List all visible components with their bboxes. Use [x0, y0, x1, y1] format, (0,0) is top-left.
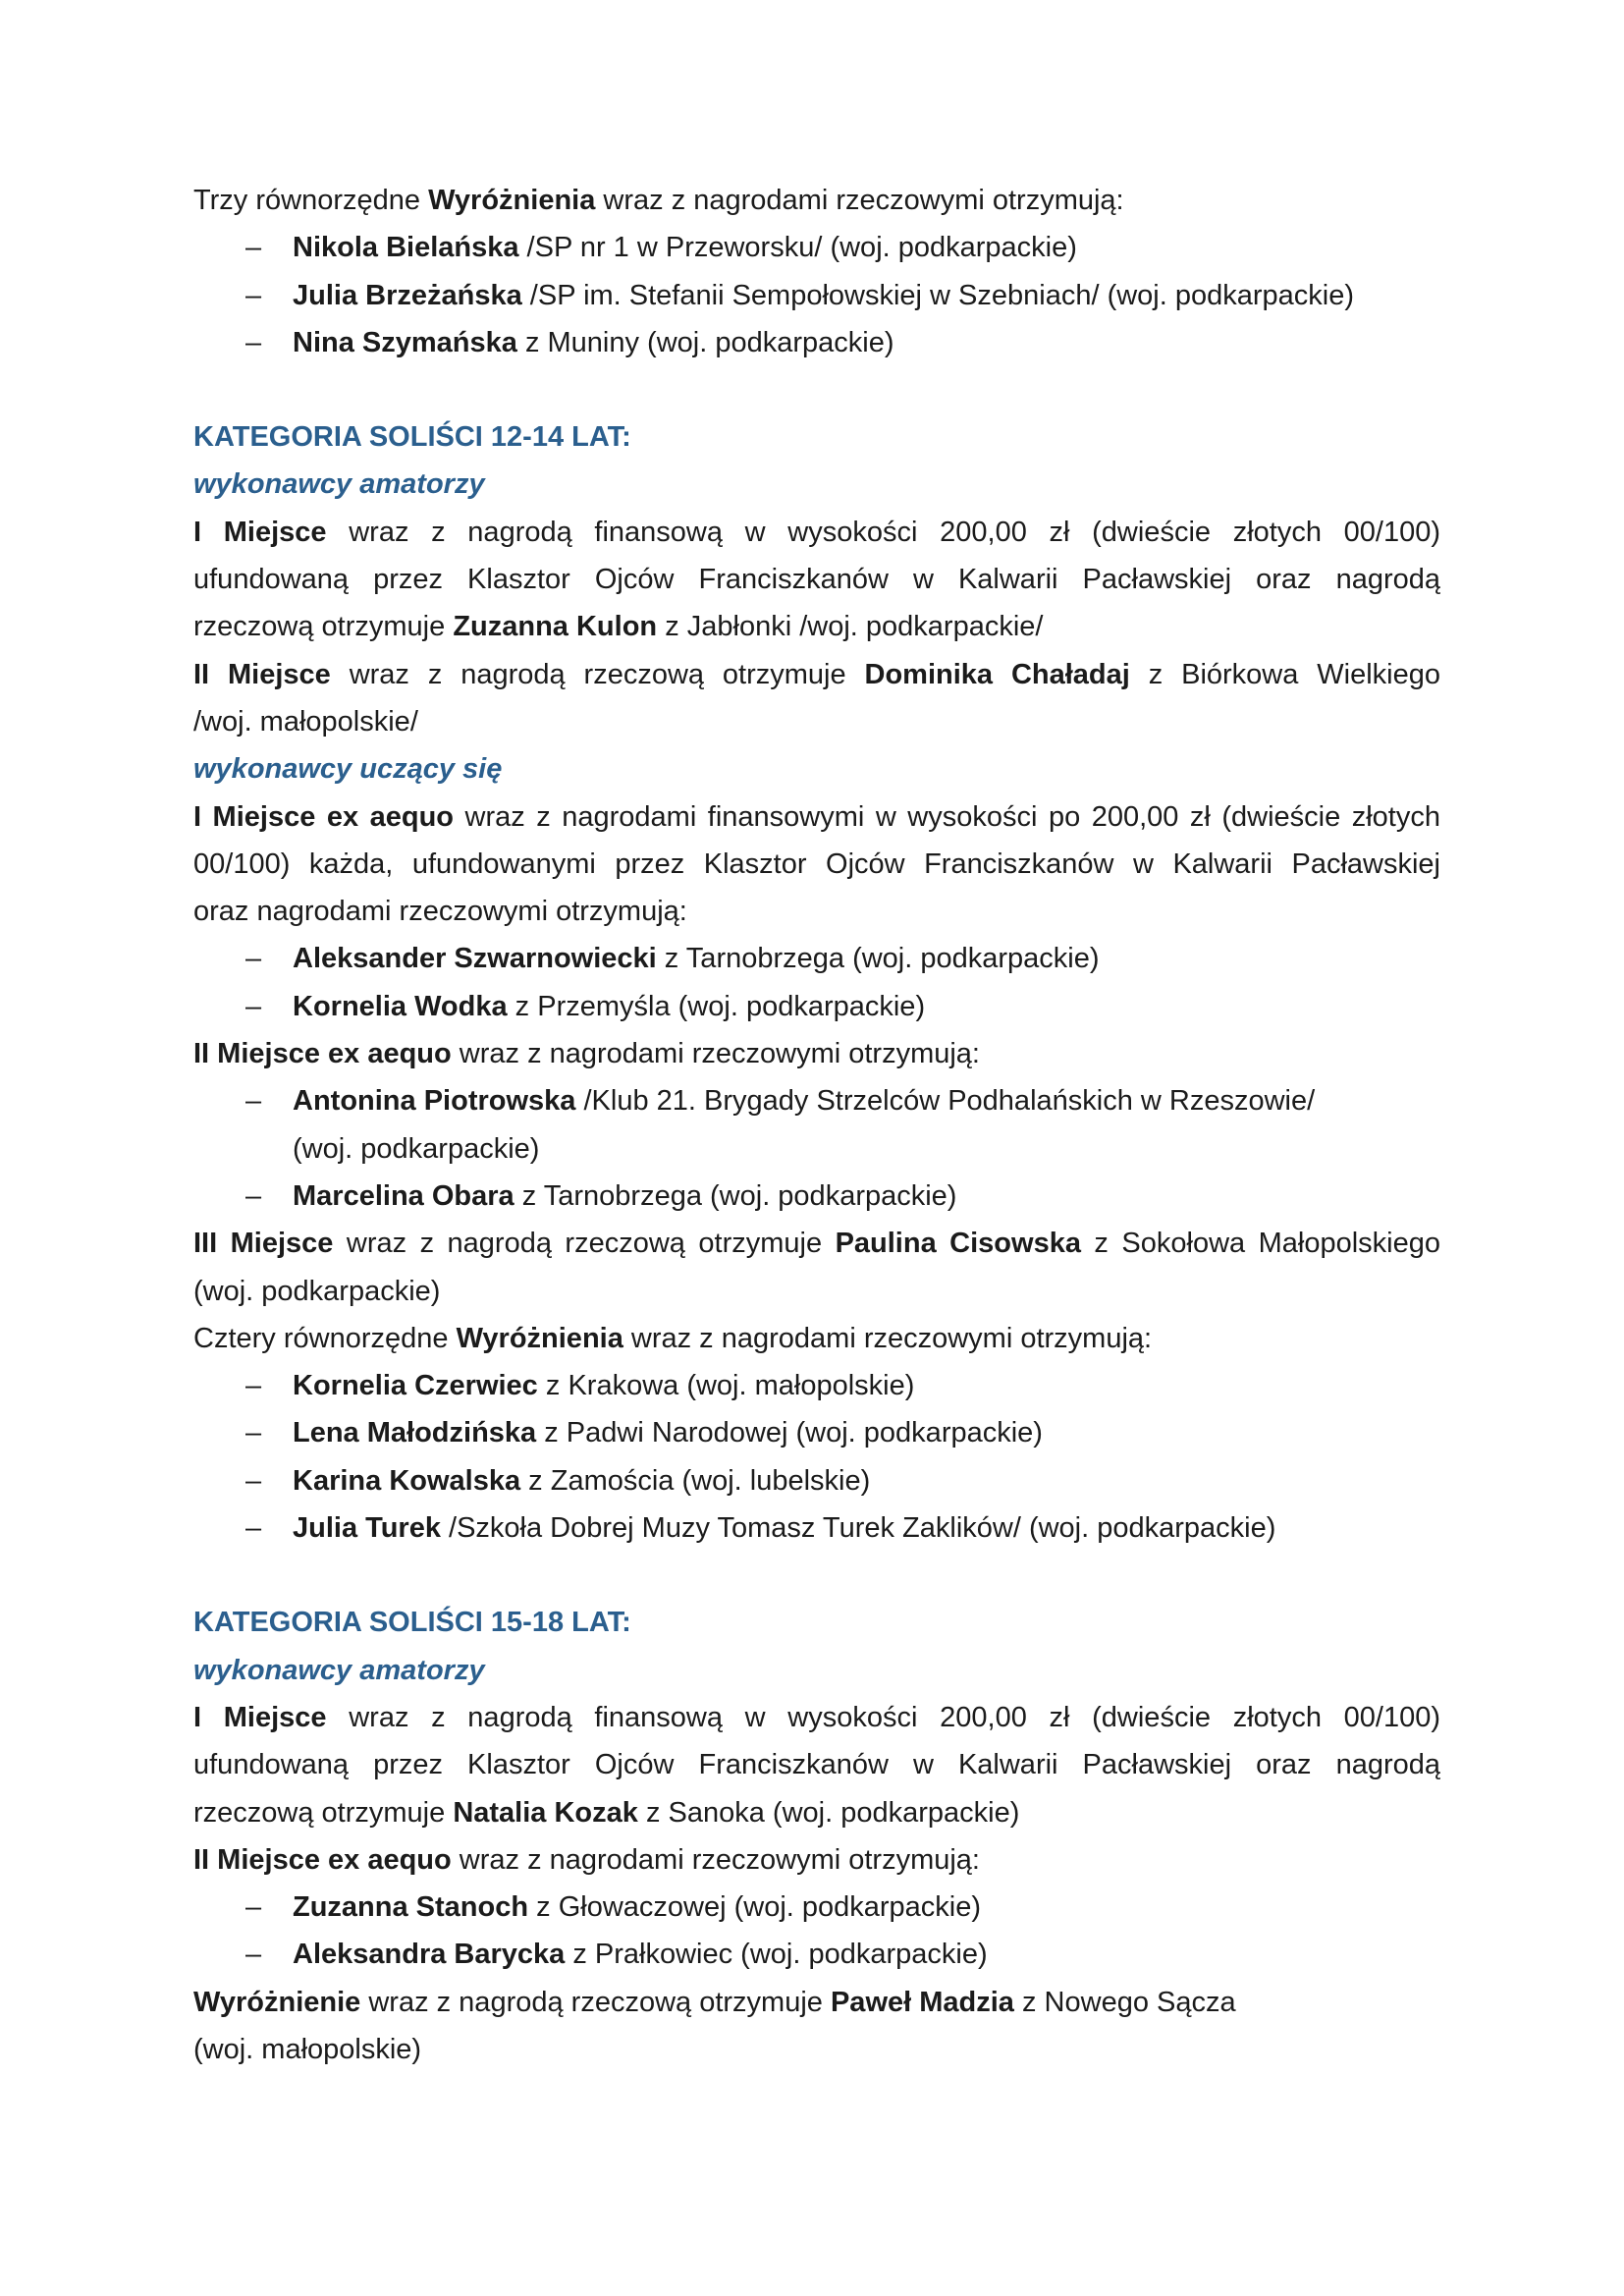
subcategory-heading: wykonawcy amatorzy — [193, 1654, 485, 1686]
place-label: Wyróżnienie — [193, 1986, 361, 2018]
text: z Sokołowa Małopolskiego — [1080, 1228, 1440, 1260]
awardee-details: z Zamościa (woj. lubelskie) — [520, 1464, 871, 1497]
list-item — [193, 224, 1440, 271]
text: wraz z nagrodami rzeczowymi otrzymują: — [451, 1038, 980, 1070]
list-item — [193, 935, 1440, 982]
paragraph-line — [193, 1979, 1440, 2026]
place-label: I Miejsce — [193, 1701, 327, 1733]
paragraph-line: ufundowaną przez Klasztor Ojców Franciszkanów w Kalwarii Pacławskiej oraz nagrodą — [193, 564, 1440, 596]
dash-bullet: – — [245, 1370, 262, 1402]
text: rzeczową otrzymuje — [193, 1796, 454, 1829]
paragraph-line: (woj. podkarpackie) — [193, 1275, 441, 1307]
awardee-name: Dominika Chaładaj — [864, 658, 1130, 690]
paragraph-line — [193, 1789, 1440, 1836]
awardee-name: Paulina Cisowska — [835, 1228, 1081, 1260]
list-item — [193, 1362, 1440, 1409]
place-label: II Miejsce ex aequo — [193, 1843, 452, 1876]
paragraph-line — [193, 1694, 1440, 1741]
dash-bullet: – — [245, 326, 262, 358]
awardee-details: z Głowaczowej (woj. podkarpackie) — [528, 1891, 982, 1924]
dash-bullet: – — [245, 279, 262, 311]
place-label: III Miejsce — [193, 1228, 334, 1260]
list-item — [193, 1077, 1440, 1124]
awardee-details: z Muniny (woj. podkarpackie) — [516, 326, 894, 358]
paragraph-line: /woj. małopolskie/ — [193, 705, 418, 738]
awardee-list — [193, 1884, 1440, 1979]
awardee-name: Aleksander Szwarnowiecki — [293, 943, 657, 975]
awardee-list — [193, 1362, 1440, 1552]
text: wraz z nagrodą finansową w wysokości 200,00 zł (dwieście złotych 00/100) — [326, 516, 1440, 548]
awardee-details: z Tarnobrzega (woj. podkarpackie) — [656, 943, 1100, 975]
awardee-name: Julia Brzeżańska — [293, 279, 522, 311]
subcategory-heading: wykonawcy uczący się — [193, 753, 503, 786]
awardee-details: z Przemyśla (woj. podkarpackie) — [507, 990, 926, 1022]
text: wraz z nagrodą finansową w wysokości 200,00 zł (dwieście złotych 00/100) — [326, 1701, 1440, 1733]
awardee-details: z Tarnobrzega (woj. podkarpackie) — [514, 1179, 957, 1212]
awardee-name: Zuzanna Stanoch — [293, 1891, 529, 1924]
awardee-details: z Krakowa (woj. małopolskie) — [537, 1370, 915, 1402]
list-item — [193, 1884, 1440, 1931]
paragraph-line — [193, 651, 1440, 698]
awardee-name: Natalia Kozak — [453, 1796, 638, 1829]
list-item — [193, 983, 1440, 1030]
intro-line — [193, 177, 1440, 224]
paragraph-line — [193, 1030, 1440, 1077]
awardee-name: Kornelia Czerwiec — [293, 1370, 538, 1402]
bold-text: Wyróżnienia — [456, 1322, 623, 1354]
dash-bullet: – — [245, 1085, 262, 1118]
awardee-details: (woj. podkarpackie) — [293, 1132, 540, 1165]
awardee-list — [193, 935, 1440, 1030]
dash-bullet: – — [245, 1179, 262, 1212]
place-label: II Miejsce ex aequo — [193, 1038, 452, 1070]
list-item — [193, 1931, 1440, 1978]
dash-bullet: – — [245, 943, 262, 975]
awardee-details: z Padwi Narodowej (woj. podkarpackie) — [536, 1417, 1043, 1449]
dash-bullet: – — [245, 232, 262, 264]
text: wraz z nagrodami rzeczowymi otrzymują: — [595, 185, 1124, 216]
dash-bullet: – — [245, 1464, 262, 1497]
awardee-name: Zuzanna Kulon — [453, 611, 658, 643]
awardee-details: /Klub 21. Brygady Strzelców Podhalańskich w Rzeszowie/ — [575, 1085, 1316, 1118]
list-item — [193, 1173, 1440, 1220]
awardee-name: Aleksandra Barycka — [293, 1939, 566, 1971]
awardee-name: Antonina Piotrowska — [293, 1085, 576, 1118]
text: wraz z nagrodą rzeczową otrzymuje — [333, 1228, 836, 1260]
awardee-name: Nikola Bielańska — [293, 232, 519, 264]
dash-bullet: – — [245, 1939, 262, 1971]
list-item-continuation — [193, 1125, 1440, 1173]
text: z Biórkowa Wielkiego — [1129, 658, 1440, 690]
paragraph-line — [193, 1836, 1440, 1884]
place-label: I Miejsce ex aequo — [193, 800, 455, 833]
list-item — [193, 319, 1440, 366]
awardee-name: Marcelina Obara — [293, 1179, 514, 1212]
category-heading: KATEGORIA SOLIŚCI 12-14 LAT: — [193, 421, 631, 454]
document-body — [193, 177, 1440, 2073]
text: Cztery równorzędne — [193, 1322, 457, 1354]
awardee-name: Kornelia Wodka — [293, 990, 508, 1022]
text: wraz z nagrodą rzeczową otrzymuje — [330, 658, 865, 690]
dash-bullet: – — [245, 1512, 262, 1545]
dash-bullet: – — [245, 1417, 262, 1449]
text: wraz z nagrodami rzeczowymi otrzymują: — [623, 1322, 1153, 1354]
awardee-name: Nina Szymańska — [293, 326, 517, 358]
awardee-details: z Prałkowiec (woj. podkarpackie) — [565, 1939, 988, 1971]
dash-bullet: – — [245, 990, 262, 1022]
awardee-name: Lena Małodzińska — [293, 1417, 537, 1449]
awardee-name: Julia Turek — [293, 1512, 441, 1545]
list-item — [193, 1504, 1440, 1552]
paragraph-line: ufundowaną przez Klasztor Ojców Franciszkanów w Kalwarii Pacławskiej oraz nagrodą — [193, 1749, 1440, 1781]
paragraph-line — [193, 1220, 1440, 1267]
text: z Jabłonki /woj. podkarpackie/ — [657, 611, 1044, 643]
paragraph-line: (woj. małopolskie) — [193, 2033, 422, 2065]
place-label: I Miejsce — [193, 516, 327, 548]
paragraph-line — [193, 509, 1440, 556]
text: Trzy równorzędne — [193, 185, 429, 216]
awardee-name: Karina Kowalska — [293, 1464, 521, 1497]
list-item — [193, 272, 1440, 319]
intro-list — [193, 224, 1440, 366]
category-heading: KATEGORIA SOLIŚCI 15-18 LAT: — [193, 1607, 631, 1639]
paragraph-line — [193, 793, 1440, 841]
subcategory-heading: wykonawcy amatorzy — [193, 468, 485, 501]
text: wraz z nagrodami rzeczowymi otrzymują: — [451, 1843, 980, 1876]
paragraph-line — [193, 1315, 1440, 1362]
paragraph-line: oraz nagrodami rzeczowymi otrzymują: — [193, 896, 687, 928]
text: z Nowego Sącza — [1013, 1986, 1236, 2018]
awardee-details: /SP im. Stefanii Sempołowskiej w Szebniach/ (woj. podkarpackie) — [521, 279, 1355, 311]
awardee-details: /Szkoła Dobrej Muzy Tomasz Turek Zaklików/ (woj. podkarpackie) — [440, 1512, 1276, 1545]
place-label: II Miejsce — [193, 658, 331, 690]
text: z Sanoka (woj. podkarpackie) — [637, 1796, 1020, 1829]
paragraph-line: 00/100) każda, ufundowanymi przez Klasztor Ojców Franciszkanów w Kalwarii Pacławskiej — [193, 847, 1440, 880]
awardee-list — [193, 1077, 1440, 1220]
text: wraz z nagrodą rzeczową otrzymuje — [360, 1986, 831, 2018]
dash-bullet: – — [245, 1891, 262, 1924]
awardee-details: /SP nr 1 w Przeworsku/ (woj. podkarpackie) — [518, 232, 1077, 264]
text: wraz z nagrodami finansowymi w wysokości po 200,00 zł (dwieście złotych — [454, 800, 1440, 833]
bold-text: Wyróżnienia — [428, 185, 596, 216]
list-item — [193, 1409, 1440, 1456]
awardee-name: Paweł Madzia — [830, 1986, 1014, 2018]
paragraph-line — [193, 603, 1440, 650]
text: rzeczową otrzymuje — [193, 611, 454, 643]
list-item — [193, 1457, 1440, 1504]
